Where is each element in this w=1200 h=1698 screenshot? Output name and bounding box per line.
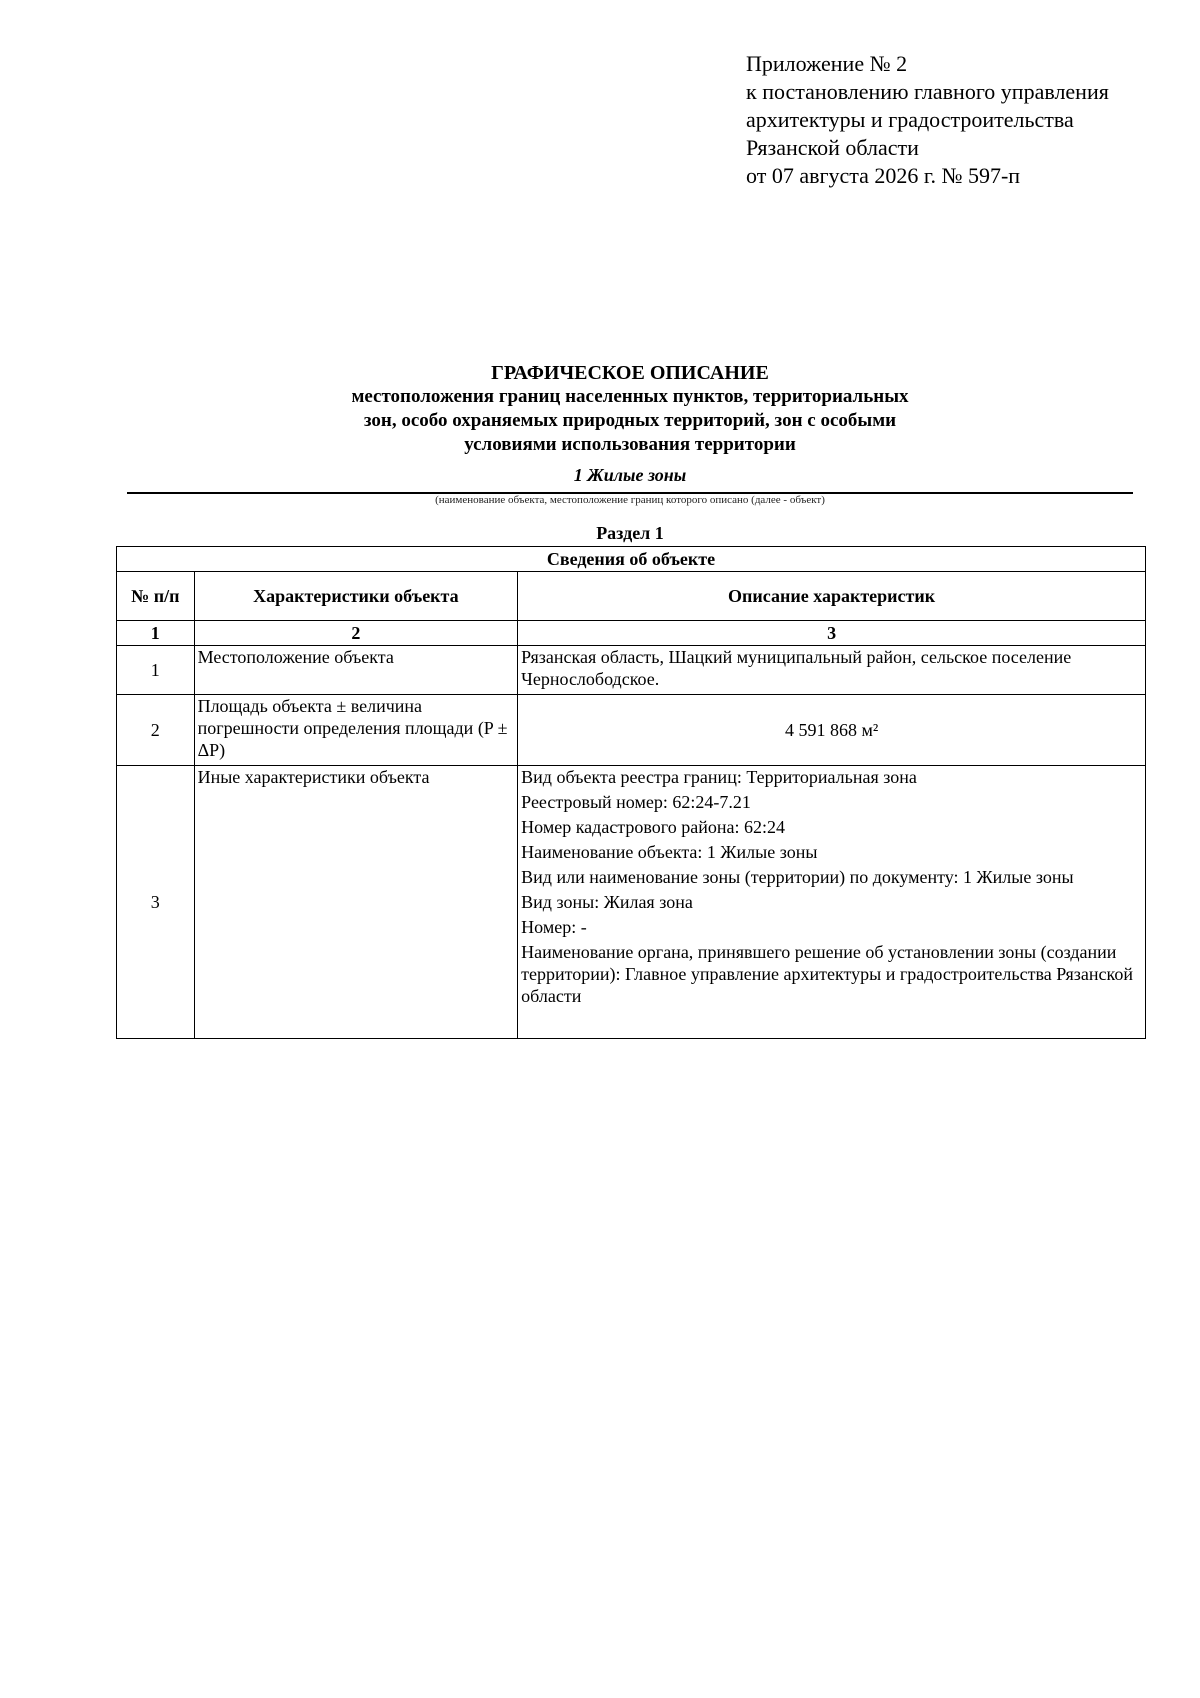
header-number: № п/п [117,572,195,621]
object-name: 1 Жилые зоны [573,465,687,485]
appendix-header [746,50,1186,190]
row-description [518,695,1146,766]
description-line: Номер: - [521,917,587,937]
appendix-line: Приложение № 2 [746,51,908,76]
table-header-row [117,572,1146,621]
document-title-main: ГРАФИЧЕСКОЕ ОПИСАНИЕ [491,362,769,384]
description-line: Наименование органа, принявшего решение об установлении зоны (создании территории): Главное управление архитектуры и градостроительства Рязанской области [521,942,1133,1006]
appendix-line: от 07 августа 2026 г. № 597-п [746,163,1021,188]
header-description: Описание характеристик [518,572,1146,621]
table-title: Сведения об объекте [117,547,1146,572]
table-row [117,766,1146,1039]
description-line: Вид объекта реестра границ: Территориальная зона [521,767,917,787]
row-characteristic: Площадь объекта ± величина погрешности определения площади (P ± ΔP) [194,695,518,766]
row-description [518,766,1146,1039]
row-number: 2 [117,695,195,766]
description-line: Наименование объекта: 1 Жилые зоны [521,842,818,862]
column-number: 1 [117,621,195,646]
description-line: Номер кадастрового района: 62:24 [521,817,785,837]
row-number: 1 [117,646,195,695]
row-characteristic: Местоположение объекта [194,646,518,695]
header-characteristic: Характеристики объекта [194,572,518,621]
description-line: Вид зоны: Жилая зона [521,892,693,912]
row-description [518,646,1146,695]
column-number: 2 [194,621,518,646]
table-row [117,646,1146,695]
document-title-line: зон, особо охраняемых природных территорий, зон с особыми [363,410,897,431]
object-info-table [116,546,1146,1039]
table-title-row [117,547,1146,572]
table-row [117,695,1146,766]
description-line: Рязанская область, Шацкий муниципальный район, сельское поселение Чернослободское. [521,647,1072,689]
description-line: Вид или наименование зоны (территории) по документу: 1 Жилые зоны [521,867,1074,887]
column-numbers-row [117,621,1146,646]
appendix-line: к постановлению главного управления [746,79,1109,104]
description-line: Реестровый номер: 62:24-7.21 [521,792,751,812]
object-caption: (наименование объекта, местоположение границ которого описано (далее - объект) [435,494,825,506]
appendix-line: Рязанской области [746,135,919,160]
section-title: Раздел 1 [596,523,664,543]
appendix-line: архитектуры и градостроительства [746,107,1074,132]
column-number: 3 [518,621,1146,646]
document-title-line: местоположения границ населенных пунктов, территориальных [351,386,909,407]
area-value: 4 591 868 м² [784,720,879,740]
row-number: 3 [117,766,195,1039]
document-title [127,361,1133,457]
row-characteristic: Иные характеристики объекта [194,766,518,1039]
document-title-line: условиями использования территории [464,434,796,455]
